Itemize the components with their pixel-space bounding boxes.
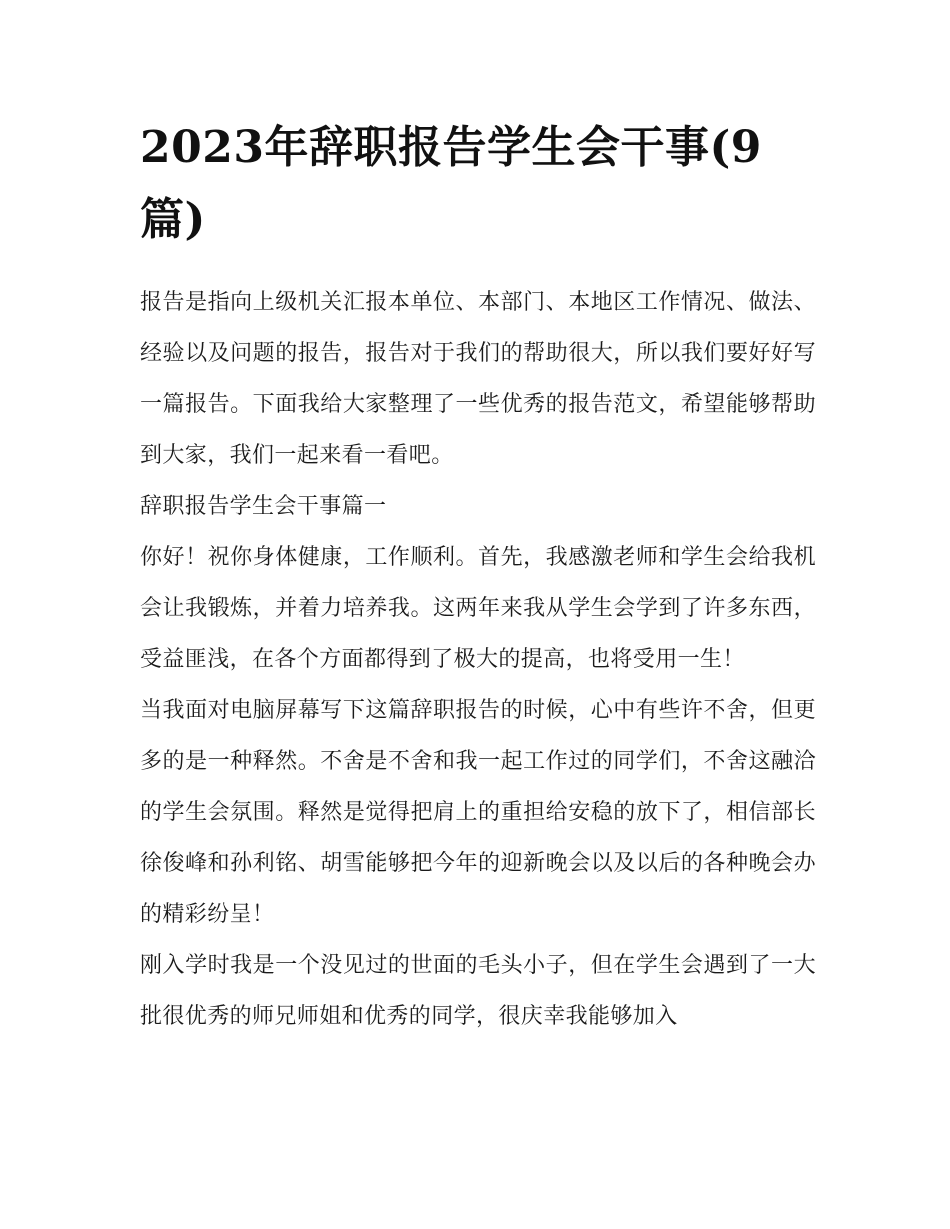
document-body bbox=[140, 277, 816, 1042]
body-paragraph: 当我面对电脑屏幕写下这篇辞职报告的时候，心中有些许不舍，但更多的是一种释然。不舍是不舍和我一起工作过的同学们，不舍这融洽的学生会氛围。释然是觉得把肩上的重担给安稳的放下了，相信部长徐俊峰和孙利铭、胡雪能够把今年的迎新晚会以及以后的各种晚会办的精彩纷呈！ bbox=[140, 698, 816, 927]
body-paragraph: 刚入学时我是一个没见过的世面的毛头小子，但在学生会遇到了一大批很优秀的师兄师姐和优秀的同学，很庆幸我能够加入 bbox=[140, 953, 816, 1029]
document-title: 2023年辞职报告学生会干事(9篇) bbox=[140, 122, 762, 245]
section-heading: 辞职报告学生会干事篇一 bbox=[140, 494, 387, 519]
body-paragraph: 你好！祝你身体健康，工作顺利。首先，我感激老师和学生会给我机会让我锻炼，并着力培养我。这两年来我从学生会学到了许多东西，受益匪浅，在各个方面都得到了极大的提高，也将受用一生！ bbox=[140, 545, 816, 672]
intro-paragraph: 报告是指向上级机关汇报本单位、本部门、本地区工作情况、做法、经验以及问题的报告，报告对于我们的帮助很大，所以我们要好好写一篇报告。下面我给大家整理了一些优秀的报告范文，希望能够帮助到大家，我们一起来看一看吧。 bbox=[140, 290, 816, 468]
